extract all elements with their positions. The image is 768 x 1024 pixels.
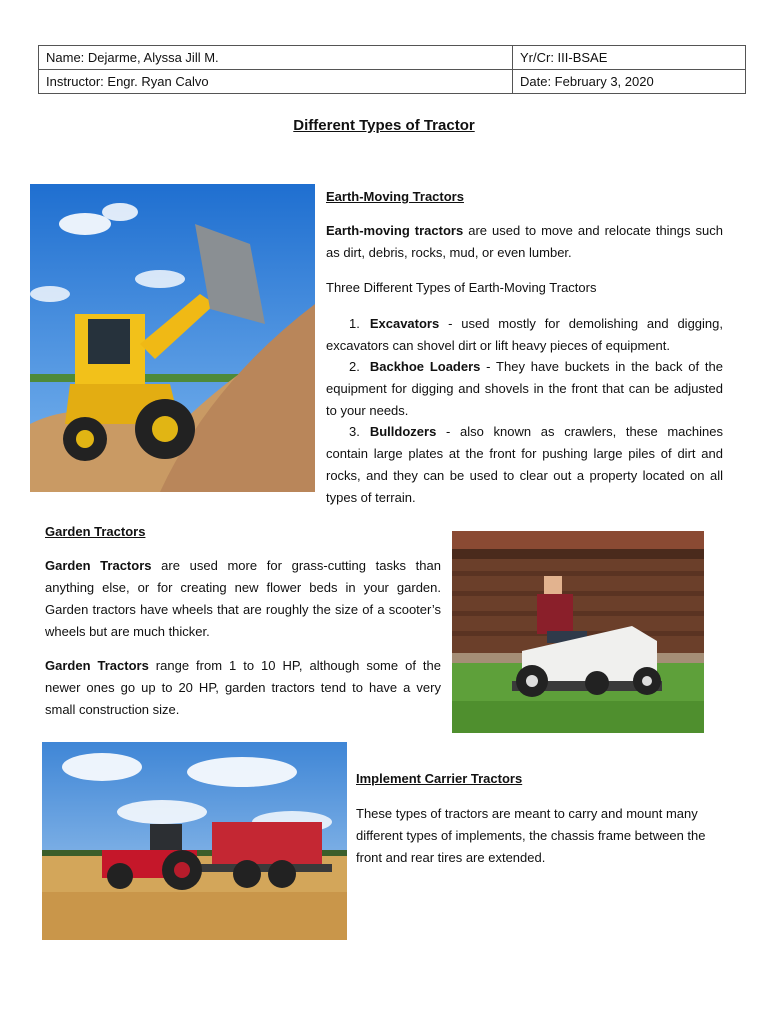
garden-paragraph-1 [45,555,441,643]
type-item-3 [326,421,723,509]
name-cell: Name: Dejarme, Alyssa Jill M. [39,46,513,70]
garden-paragraph-2 [45,655,441,721]
garden-p2-bold: Garden Tractors [45,658,149,673]
item-text: - used mostly for demolishing and digging, excavators can shovel dirt or lift heavy pieces of equipment. [326,316,723,353]
implement-heading: Implement Carrier Tractors [356,771,523,786]
earth-intro-bold: Earth-moving tractors [326,223,464,238]
yrcr-cell: Yr/Cr: III-BSAE [513,46,746,70]
type-item-1 [326,313,723,357]
garden-p2-text: range from 1 to 10 HP, although some of the newer ones go up to 20 HP, garden tractors tend to have a very small construction size. [45,658,441,717]
garden-heading: Garden Tractors [45,524,146,539]
instructor-cell: Instructor: Engr. Ryan Calvo [39,70,513,94]
garden-p1-text: are used more for grass-cutting tasks than anything else, or for creating new flower beds in your garden. Garden tractors have wheels that are roughly the size of a scooter’s wheels but are much thicker. [45,558,441,639]
implement-paragraph: These types of tractors are meant to carry and mount many different types of implements, the chassis frame between the front and rear tires are extended. [356,806,706,865]
item-num: 1. [349,316,360,331]
item-num: 2. [349,359,360,374]
item-name: Excavators [369,316,440,331]
page-title: Different Types of Tractor [293,117,475,134]
item-num: 3. [349,424,360,439]
earth-intro [326,220,723,264]
item-text: - also known as crawlers, these machines contain large plates at the front for pushing large piles of dirt and rocks, and they can be used to clear out a property located on all types of terrain. [326,424,723,505]
backhoe-loader-photo [30,184,315,492]
garden-tractor-photo [452,531,704,733]
item-text: - They have buckets in the back of the equipment for digging and shovels in the front that can be adjusted to your needs. [326,359,723,418]
implement-carrier-photo [42,742,347,940]
item-name: Bulldozers [369,424,437,439]
garden-p1-bold: Garden Tractors [45,558,152,573]
earth-intro-text: are used to move and relocate things such as dirt, debris, rocks, mud, or even lumber. [326,223,723,260]
date-cell: Date: February 3, 2020 [513,70,746,94]
type-item-2 [326,356,723,422]
earth-heading: Earth-Moving Tractors [326,189,464,204]
item-name: Backhoe Loaders [369,359,481,374]
info-table [38,45,746,94]
types-heading: Three Different Types of Earth-Moving Tractors [326,280,597,295]
